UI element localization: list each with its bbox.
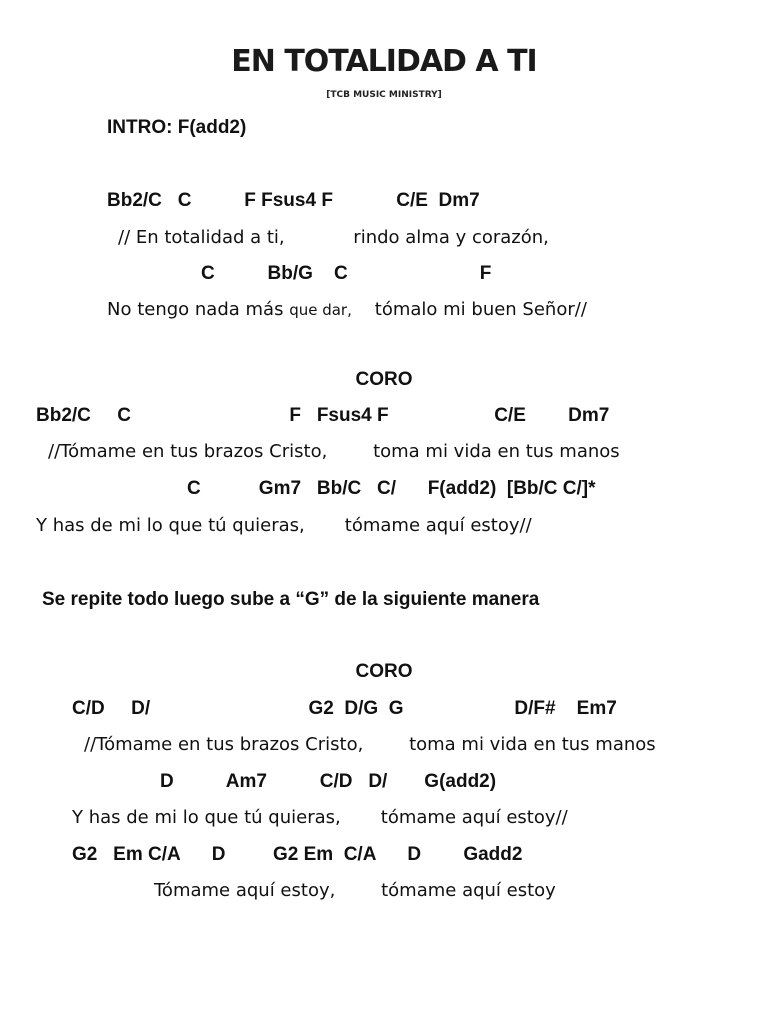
verse-lyric-2c: tómalo mi buen Señor// — [351, 299, 587, 320]
coro1-chords-1: Bb2/C C F Fsus4 F C/E Dm7 — [36, 405, 610, 426]
song-title: EN TOTALIDAD A TI — [231, 44, 537, 79]
coro2-chords-1: C/D D/ G2 D/G G D/F# Em7 — [72, 698, 617, 719]
coro-heading-1: CORO — [355, 369, 413, 390]
verse-lyric-2a: No tengo nada más — [107, 299, 290, 320]
coro2-lyric-1: //Tómame en tus brazos Cristo, toma mi vida en tus manos — [84, 734, 656, 755]
coro-heading-2: CORO — [355, 661, 413, 682]
song-subtitle: [TCB MUSIC MINISTRY] — [326, 90, 442, 100]
coro2-chords-2: D Am7 C/D D/ G(add2) — [160, 771, 497, 792]
coro1-lyric-2: Y has de mi lo que tú quieras, tómame aquí estoy// — [36, 515, 532, 536]
verse-lyric-2b: que dar, — [289, 301, 352, 319]
coro2-lyric-2: Y has de mi lo que tú quieras, tómame aquí estoy// — [72, 807, 568, 828]
coro2-lyric-3: Tómame aquí estoy, tómame aquí estoy — [154, 880, 556, 901]
repeat-note: Se repite todo luego sube a “G” de la siguiente manera — [42, 589, 540, 610]
coro1-lyric-1: //Tómame en tus brazos Cristo, toma mi vida en tus manos — [48, 441, 620, 462]
verse-chords-1: Bb2/C C F Fsus4 F C/E Dm7 — [107, 190, 480, 211]
verse-lyric-1: // En totalidad a ti, rindo alma y corazón, — [118, 227, 549, 248]
coro1-chords-2: C Gm7 Bb/C C/ F(add2) [Bb/C C/]* — [187, 478, 596, 499]
coro2-chords-3: G2 Em C/A D G2 Em C/A D Gadd2 — [72, 844, 523, 865]
verse-chords-2: C Bb/G C F — [201, 263, 492, 284]
verse-lyric-2 — [107, 299, 587, 321]
intro-line: INTRO: F(add2) — [107, 117, 247, 138]
